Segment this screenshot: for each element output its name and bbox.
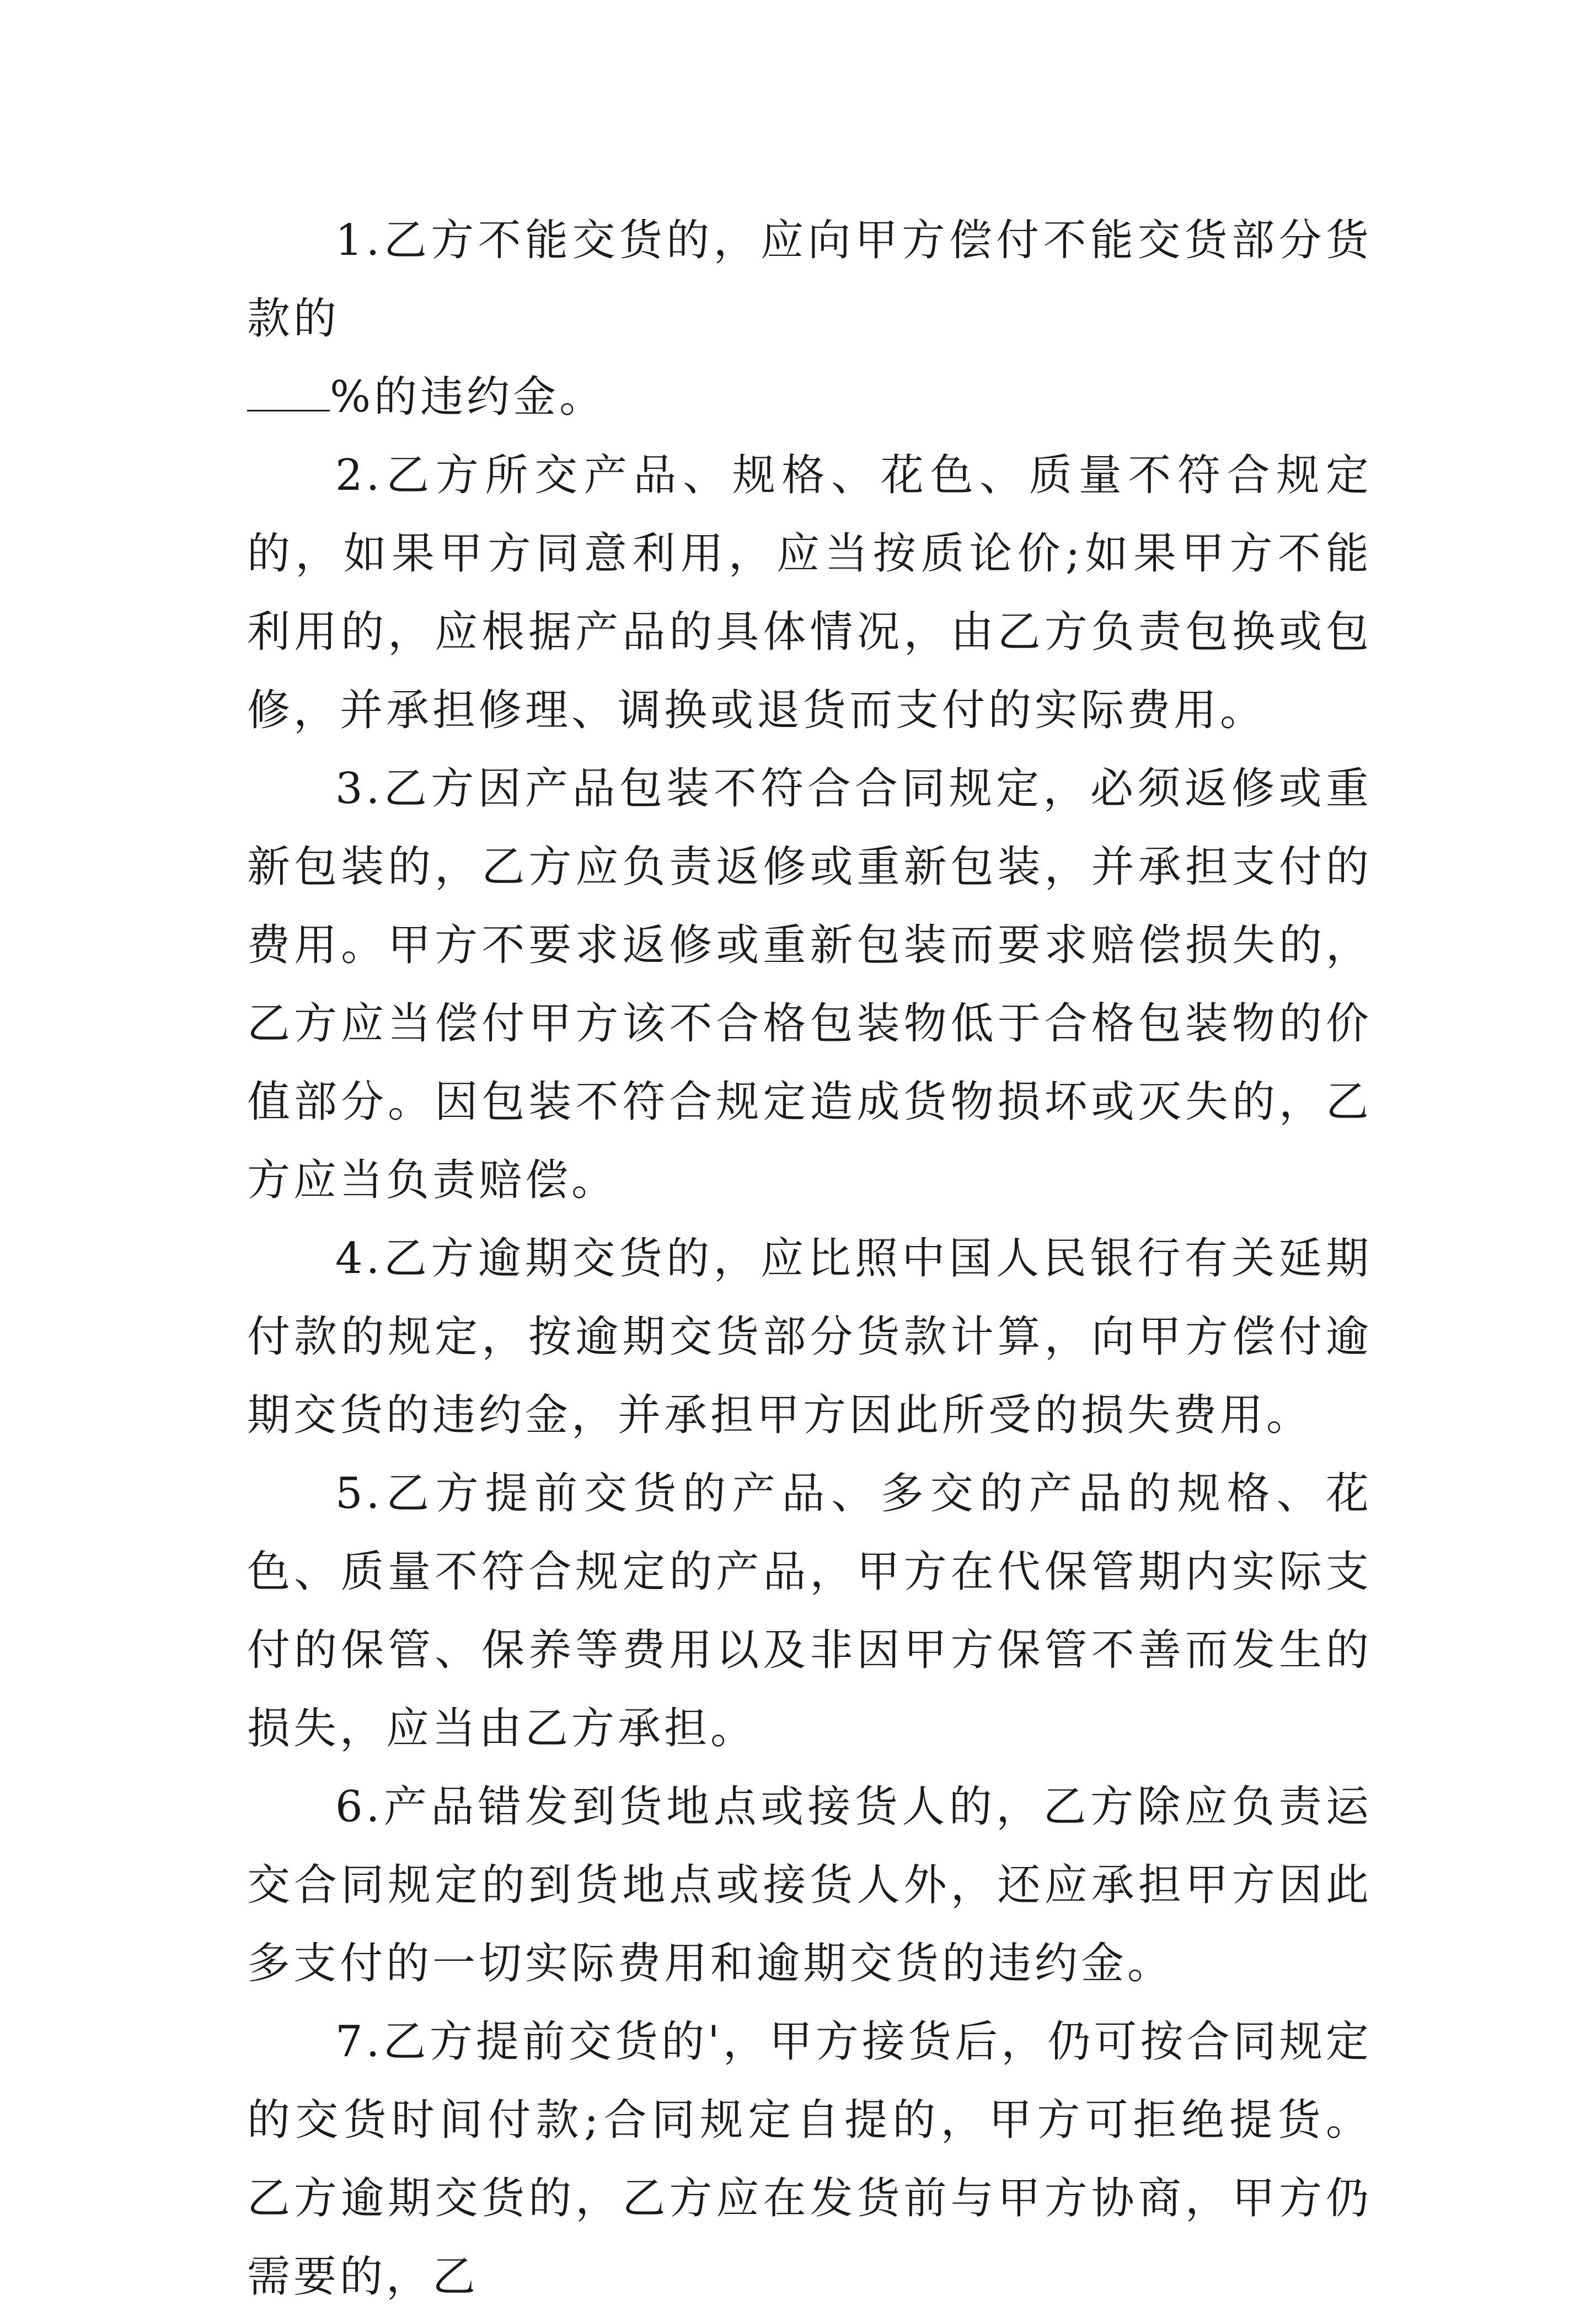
paragraph-5: 5.乙方提前交货的产品、多交的产品的规格、花色、质量不符合规定的产品，甲方在代保管期内实际支付的保管、保养等费用以及非因甲方保管不善而发生的损失，应当由乙方承担。	[247, 1469, 1372, 1753]
paragraph-3: 3.乙方因产品包装不符合合同规定，必须返修或重新包装的，乙方应负责返修或重新包装，并承担支付的费用。甲方不要求返修或重新包装而要求赔偿损失的，乙方应当偿付甲方该不合格包装物低于合格包装物的价值部分。因包装不符合规定造成货物损坏或灭失的，乙方应当负责赔偿。	[247, 764, 1372, 1205]
paragraph-1-continuation	[247, 358, 1372, 436]
paragraph-2: 2.乙方所交产品、规格、花色、质量不符合规定的，如果甲方同意利用，应当按质论价;如果甲方不能利用的，应根据产品的具体情况，由乙方负责包换或包修，并承担修理、调换或退货而支付的实际费用。	[247, 451, 1372, 735]
paragraph-4: 4.乙方逾期交货的，应比照中国人民银行有关延期付款的规定，按逾期交货部分货款计算，向甲方偿付逾期交货的违约金，并承担甲方因此所受的损失费用。	[247, 1234, 1372, 1440]
paragraph-6: 6.产品错发到货地点或接货人的，乙方除应负责运交合同规定的到货地点或接货人外，还应承担甲方因此多支付的一切实际费用和逾期交货的违约金。	[247, 1782, 1372, 1988]
paragraph-1	[247, 201, 1372, 358]
paragraph-1-line-1: 1.乙方不能交货的，应向甲方偿付不能交货部分货款的	[247, 216, 1372, 344]
document-body	[247, 201, 1372, 2316]
paragraph-1-line-2: %的违约金。	[330, 372, 606, 422]
paragraph-7: 7.乙方提前交货的'，甲方接货后，仍可按合同规定的交货时间付款;合同规定自提的，甲方可拒绝提货。乙方逾期交货的，乙方应在发货前与甲方协商，甲方仍需要的，乙	[247, 2017, 1372, 2302]
fill-in-blank	[247, 377, 330, 411]
